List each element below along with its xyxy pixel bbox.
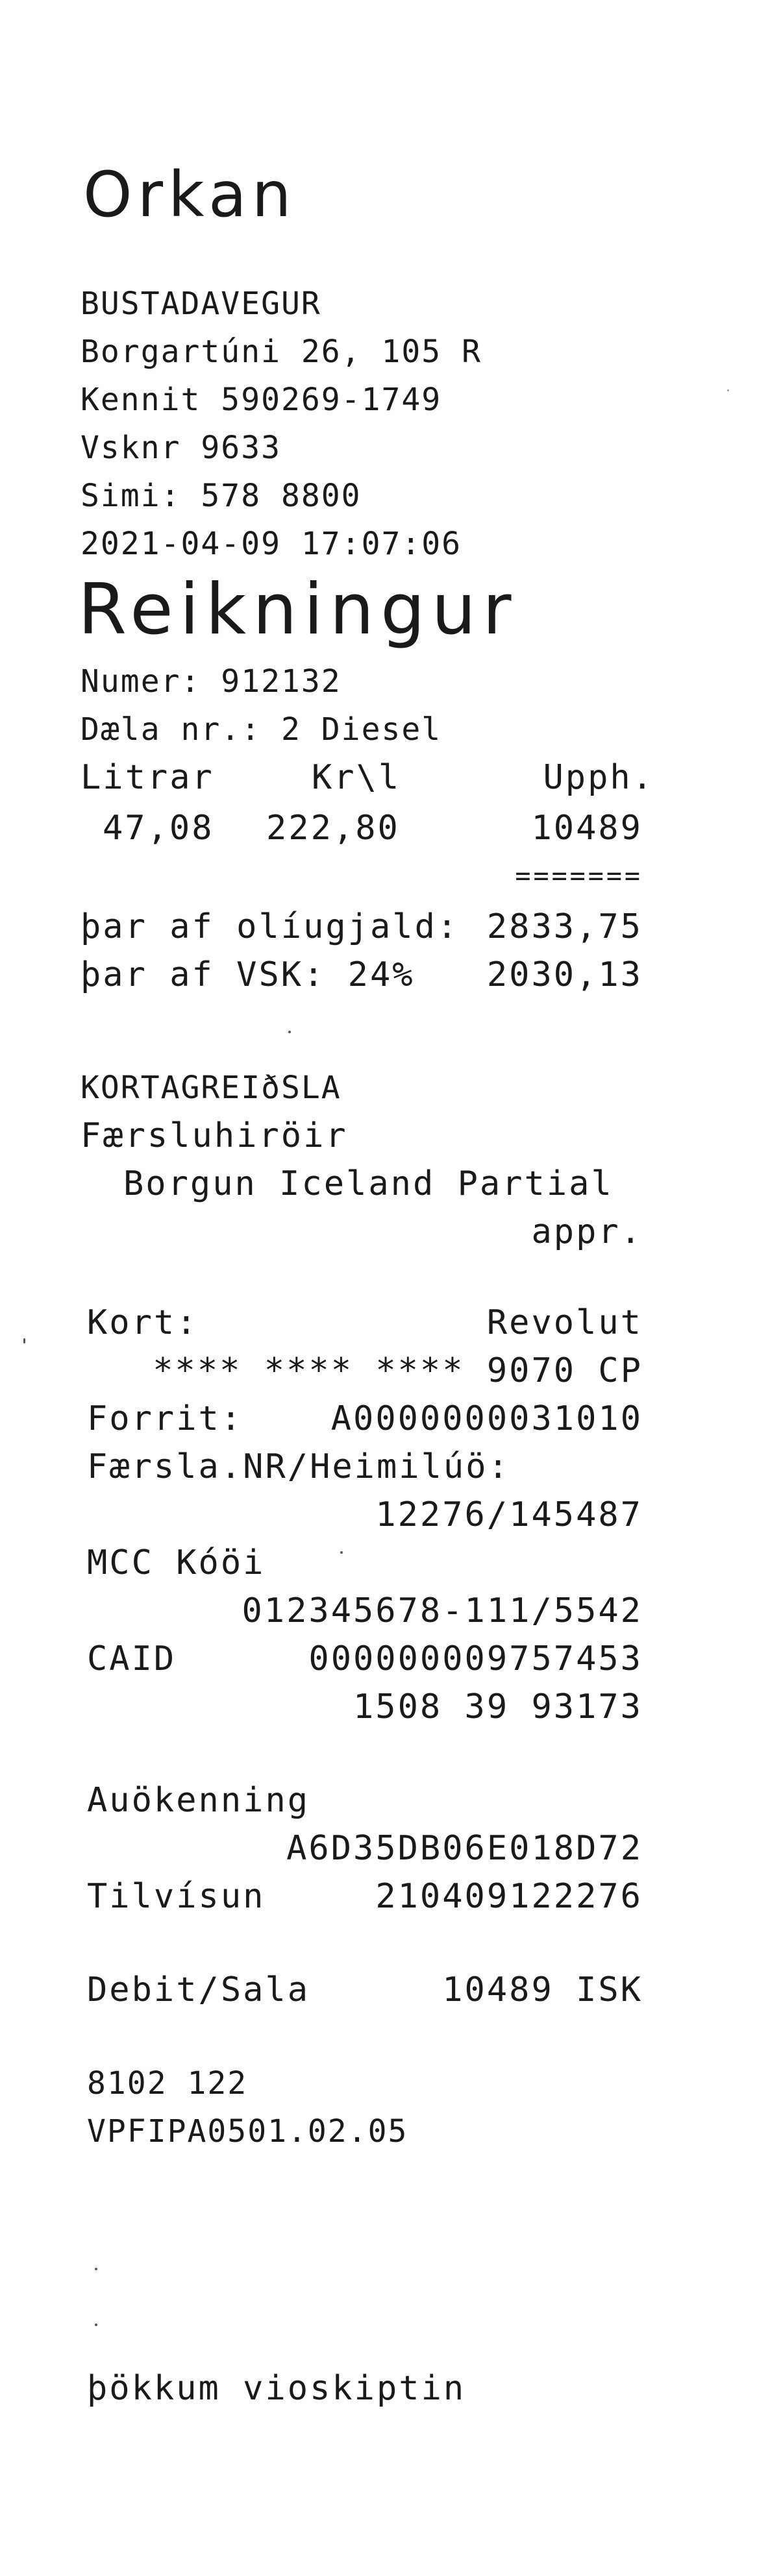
invoice-title: Reikningur <box>78 569 518 650</box>
sale-value: 10489 ISK <box>442 1970 643 2009</box>
speck <box>727 389 729 391</box>
speck <box>95 2324 97 2326</box>
mcc-label: MCC Kóöi <box>87 1543 266 1582</box>
store-address: Borgartúni 26, 105 R <box>81 334 482 370</box>
caid-value: 000000009757453 <box>308 1639 643 1678</box>
column-amount: Upph. <box>543 758 654 797</box>
mcc-value: 012345678-111/5542 <box>242 1591 643 1630</box>
processor-approval: appr. <box>531 1212 643 1251</box>
amount-value: 10489 <box>531 809 643 848</box>
application-id: A0000000031010 <box>330 1399 643 1438</box>
software-version: VPFIPA0501.02.05 <box>87 2113 408 2150</box>
speck <box>288 1031 291 1033</box>
card-label: Kort: <box>87 1303 199 1342</box>
transaction-number-value: 12276/145487 <box>375 1495 643 1534</box>
station-name: BUSTADAVEGUR <box>81 286 321 322</box>
litres-value: 47,08 <box>103 809 214 848</box>
card-number: **** **** **** 9070 CP <box>153 1351 643 1390</box>
authorization-value: A6D35DB06E018D72 <box>286 1829 643 1868</box>
vat-label: þar af VSK: 24% <box>81 955 415 994</box>
invoice-number: Numer: 912132 <box>81 663 341 700</box>
thank-you-message: þökkum vioskiptin <box>87 2369 466 2408</box>
speck <box>95 2268 97 2270</box>
column-kr-per-litre: Kr\l <box>312 758 401 797</box>
speck <box>23 1338 25 1343</box>
separator: ======= <box>515 861 643 891</box>
terminal-code: 8102 122 <box>87 2065 248 2102</box>
brand-title: Orkan <box>83 158 297 231</box>
transaction-processor-label: Færsluhiröir <box>81 1116 348 1155</box>
caid-extra: 1508 39 93173 <box>353 1687 643 1726</box>
pump-number: Dæla nr.: 2 Diesel <box>81 711 442 748</box>
store-phone: Simi: 578 8800 <box>81 478 362 514</box>
oil-fee-label: þar af olíugjald: <box>81 907 460 946</box>
oil-fee-value: 2833,75 <box>486 907 643 946</box>
processor-name: Borgun Iceland Partial <box>123 1164 614 1203</box>
reference-value: 210409122276 <box>375 1877 643 1916</box>
speck <box>340 1551 343 1554</box>
caid-label: CAID <box>87 1639 177 1678</box>
transaction-number-label: Færsla.NR/Heimilúö: <box>87 1447 510 1486</box>
card-name: Revolut <box>486 1303 643 1342</box>
card-payment-header: KORTAGREIðSLA <box>81 1070 341 1106</box>
store-vsk-number: Vsknr 9633 <box>81 430 281 466</box>
authorization-label: Auökenning <box>87 1781 310 1820</box>
column-litrar: Litrar <box>81 758 214 797</box>
price-per-litre-value: 222,80 <box>266 809 400 848</box>
sale-label: Debit/Sala <box>87 1970 310 2009</box>
application-label: Forrit: <box>87 1399 243 1438</box>
vat-value: 2030,13 <box>486 955 643 994</box>
reference-label: Tilvísun <box>87 1877 266 1916</box>
store-kennitala: Kennit 590269-1749 <box>81 382 442 418</box>
receipt-datetime: 2021-04-09 17:07:06 <box>81 526 462 562</box>
